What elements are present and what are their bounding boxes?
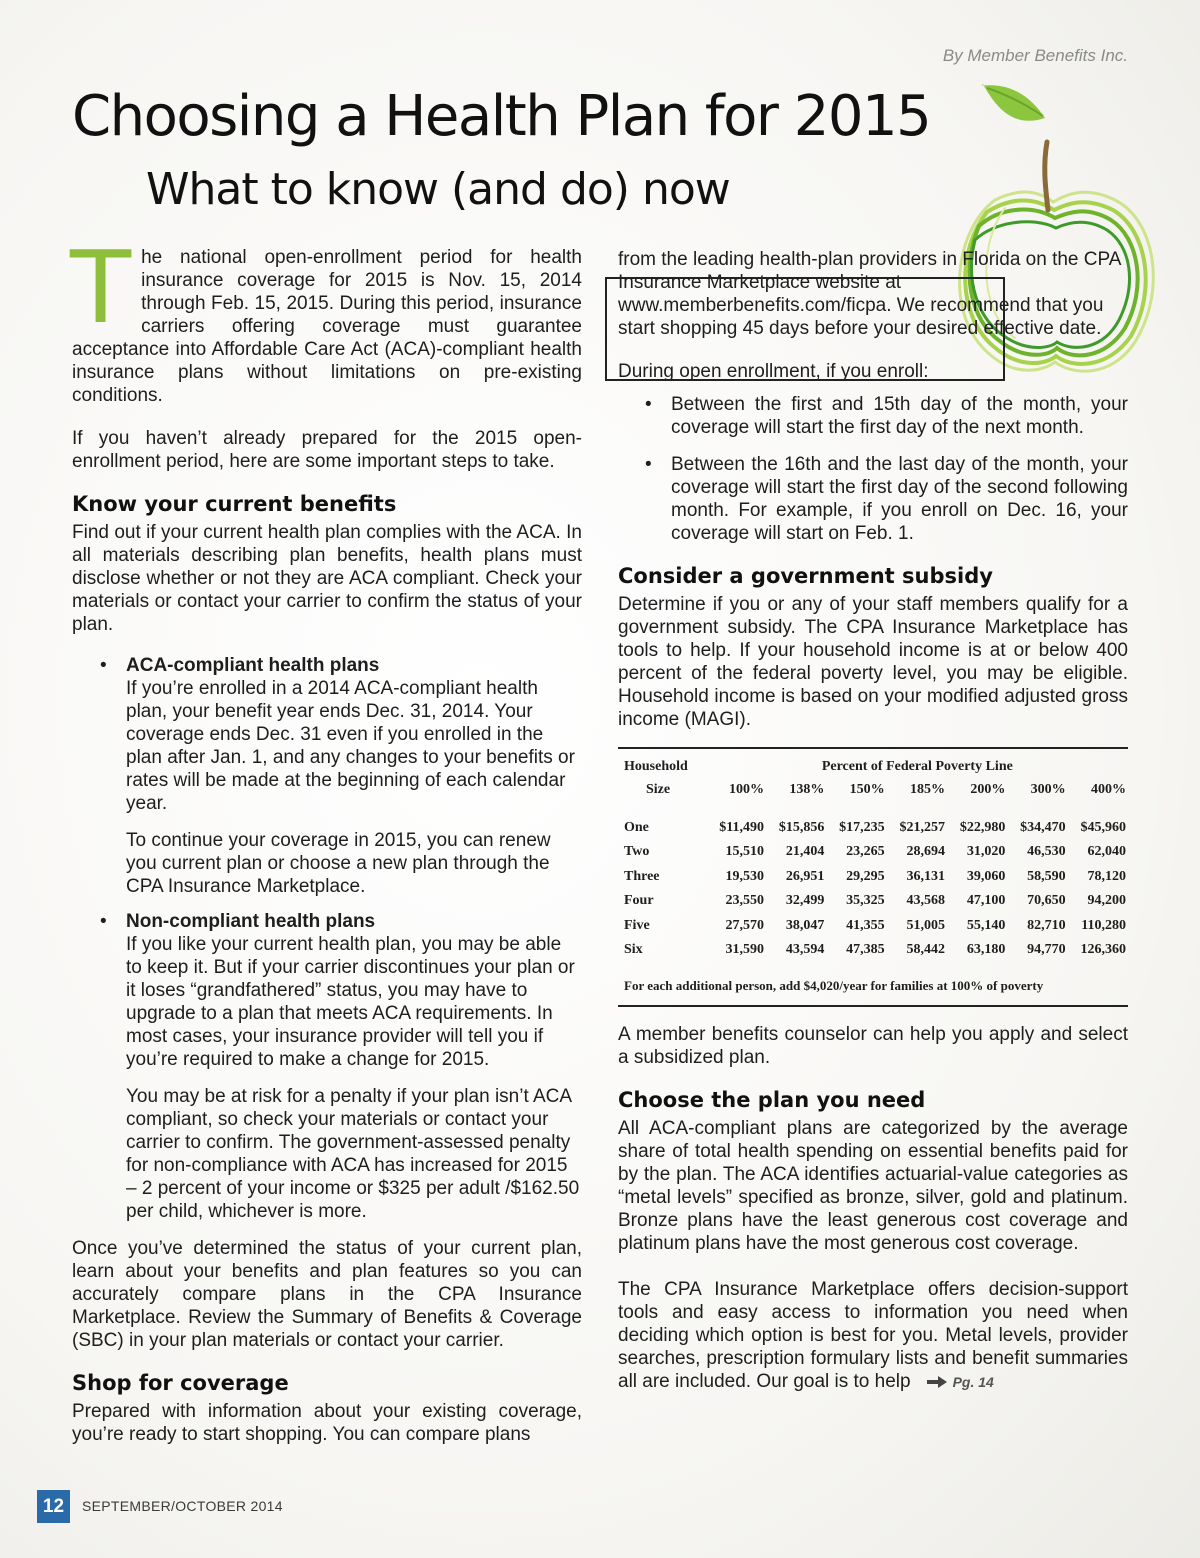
issue-date: SEPTEMBER/OCTOBER 2014	[82, 1498, 283, 1514]
byline: By Member Benefits Inc.	[942, 46, 1128, 65]
table-header-household: Household	[624, 759, 688, 774]
item-body: To continue your coverage in 2015, you can renew you current plan or choose a new plan through the CPA Insurance Marketplace.	[126, 830, 551, 897]
list-item	[72, 654, 582, 898]
arrow-right-icon	[927, 1376, 947, 1388]
table-cell: 38,047	[785, 917, 825, 933]
item-body: If you’re enrolled in a 2014 ACA-compliant health plan, your benefit year ends Dec. 31, 2014. Your coverage ends Dec. 31 even if you enrolled in the plan after Jan. 1, and any changes to your benefits or rates will be made at the beginning of each calendar year.	[126, 678, 575, 814]
table-row	[618, 913, 1128, 938]
table-header-percent: 138%	[789, 782, 825, 797]
heading-shop-coverage: Shop for coverage	[72, 1371, 289, 1395]
table-row	[618, 840, 1128, 865]
table-cell-size: Two	[624, 844, 650, 860]
list-item: • Between the first and 15th day of the month, your coverage will start the first day of the next month.	[618, 393, 1128, 439]
table-cell-size: Three	[624, 868, 660, 884]
table-header-size: Size	[646, 782, 671, 797]
table-cell: 31,590	[725, 942, 764, 958]
once-determined-text: Once you’ve determined the status of your current plan, learn about your benefits and plan features so you can accurately compare plans in the CPA Insurance Marketplace. Review the Summary of Benefits & Coverage (SBC) in your plan materials or contact your carrier.	[72, 1238, 582, 1351]
steps-intro: If you haven’t already prepared for the 2015 open-enrollment period, here are some important steps to take.	[72, 428, 582, 472]
table-cell: 31,020	[966, 844, 1006, 860]
table-cell: 94,770	[1027, 942, 1066, 958]
table-cell-size: Four	[624, 893, 654, 909]
item-body: If you like your current health plan, you may be able to keep it. But if your carrier discontinues your plan or it loses “grandfathered” status, you may have to upgrade to a plan that meets ACA requirements. In most cases, your insurance provider will tell you if you’re required to make a change for 2015.	[126, 934, 575, 1070]
table-cell: 51,005	[906, 917, 945, 933]
table-row	[618, 815, 1128, 840]
table-cell: $11,490	[719, 819, 764, 835]
item-title: • ACA-compliant health plans	[126, 655, 380, 676]
table-cell: 82,710	[1027, 917, 1066, 933]
table-cell: $21,257	[899, 819, 945, 835]
table-row	[618, 864, 1128, 889]
page-subtitle: What to know (and do) now	[146, 164, 730, 215]
table-header-percent: 150%	[849, 782, 885, 797]
tools-text-body: The CPA Insurance Marketplace offers decision-support tools and easy access to information you need when deciding which option is best for you. Metal levels, provider searches, prescription formulary lists and benefit summaries all are included. Our goal is to help	[618, 1279, 1128, 1392]
subsidy-text: Determine if you or any of your staff members qualify for a government subsidy. The CPA Insurance Marketplace has tools to help. If your household income is at or below 400 percent of the federal poverty level, you may be eligible. Household income is based on your modified adjusted gross income (MAGI).	[618, 594, 1128, 730]
tools-text	[618, 1278, 1128, 1394]
table-cell: 58,442	[906, 942, 945, 958]
table-cell: 29,295	[846, 868, 885, 884]
list-item: • Between the 16th and the last day of the month, your coverage will start the first day of the second following month. For example, if you enroll on Dec. 16, your coverage will start on Feb. 1.	[618, 453, 1128, 545]
counselor-text: A member benefits counselor can help you apply and select a subsidized plan.	[618, 1024, 1128, 1068]
know-benefits-text: Find out if your current health plan complies with the ACA. In all materials describing plan benefits, health plans must disclose whether or not they are ACA compliant. Check your materials or contact your carrier to confirm the status of your plan.	[72, 522, 582, 635]
table-cell: 23,550	[725, 893, 764, 909]
right-column	[618, 248, 1128, 1394]
poverty-table	[618, 747, 1128, 1007]
table-cell: 47,385	[846, 942, 885, 958]
page-number-badge: 12	[37, 1490, 70, 1523]
table-cell: 126,360	[1080, 942, 1126, 958]
shop-text: Prepared with information about your existing coverage, you’re ready to start shopping. You can compare plans	[72, 1401, 582, 1445]
table-cell: $17,235	[839, 819, 885, 835]
table-cell: $22,980	[959, 819, 1006, 835]
heading-know-benefits: Know your current benefits	[72, 492, 397, 516]
table-cell: 58,590	[1027, 868, 1066, 884]
table-header-percent: 100%	[729, 782, 764, 797]
left-column	[70, 229, 582, 1446]
table-cell: 32,499	[785, 893, 825, 909]
table-cell: 39,060	[966, 868, 1006, 884]
table-cell: 36,131	[906, 868, 945, 884]
table-cell: 63,180	[966, 942, 1006, 958]
table-cell: 23,265	[846, 844, 885, 860]
table-cell: 94,200	[1087, 893, 1126, 909]
table-header-percent: 200%	[970, 782, 1006, 797]
table-header-percent: 300%	[1030, 782, 1066, 797]
continue-page-ref[interactable]: Pg. 14	[952, 1374, 994, 1390]
table-cell: 35,325	[846, 893, 885, 909]
table-footnote: For each additional person, add $4,020/year for families at 100% of poverty	[624, 978, 1044, 993]
enroll-list	[618, 393, 1128, 545]
table-cell: 27,570	[725, 917, 764, 933]
table-header-percent: 185%	[909, 782, 945, 797]
table-cell: 62,040	[1087, 844, 1126, 860]
table-row	[618, 938, 1128, 963]
table-cell: 21,404	[785, 844, 825, 860]
table-cell: 70,650	[1027, 893, 1066, 909]
table-cell: 47,100	[966, 893, 1006, 909]
heading-choose-plan: Choose the plan you need	[618, 1088, 926, 1112]
table-cell: 55,140	[966, 917, 1006, 933]
table-cell-size: Six	[624, 942, 643, 958]
item-title: • Non-compliant health plans	[126, 911, 376, 932]
table-cell: 19,530	[725, 868, 764, 884]
item-body: You may be at risk for a penalty if your plan isn’t ACA compliant, so check your materials or contact your carrier to confirm. The government-assessed penalty for non-compliance with ACA has increased for 2015 – 2 percent of your income or $325 per adult /$162.50 per child, whichever is more.	[126, 1086, 580, 1222]
table-cell: 15,510	[725, 844, 764, 860]
table-cell: 28,694	[906, 844, 945, 860]
table-cell-size: One	[624, 819, 649, 835]
page-title: Choosing a Health Plan for 2015	[72, 84, 931, 149]
table-cell: 43,594	[785, 942, 825, 958]
continued-text: from the leading health-plan providers in Florida on the CPA Insurance Marketplace website at www.memberbenefits.com/ficpa. We recommend that you start shopping 45 days before your desired effective date.	[618, 249, 1121, 339]
table-cell: $45,960	[1080, 819, 1126, 835]
heading-subsidy: Consider a government subsidy	[618, 564, 993, 588]
table-header-group: Percent of Federal Poverty Line	[821, 759, 1013, 774]
choose-plan-text: All ACA-compliant plans are categorized by the average share of total health spending on essential benefits paid for by the plan. The ACA identifies actuarial-value categories as “metal levels” specified as bronze, silver, gold and platinum. Bronze plans have the least generous cost coverage and platinum plans have the most generous cost coverage.	[618, 1118, 1128, 1254]
table-cell: 110,280	[1081, 917, 1126, 933]
list-item	[72, 910, 582, 1223]
intro-text: he national open-enrollment period for health insurance coverage for 2015 is Nov. 15, 2014 through Feb. 15, 2015. During this period, insurance carriers offering coverage must guarantee acceptance into Affordable Care Act (ACA)-compliant health insurance plans without limitations on pre-existing conditions.	[72, 247, 582, 406]
drop-cap: T	[70, 229, 132, 346]
table-cell: 43,568	[906, 893, 945, 909]
enroll-intro: During open enrollment, if you enroll:	[618, 361, 929, 382]
plan-type-list	[72, 654, 582, 1223]
table-cell: 46,530	[1027, 844, 1066, 860]
table-cell: 41,355	[846, 917, 885, 933]
leaf-icon	[982, 84, 1045, 121]
table-cell-size: Five	[624, 917, 650, 933]
table-row	[618, 889, 1128, 914]
table-cell: 78,120	[1087, 868, 1126, 884]
table-header-percent: 400%	[1091, 782, 1126, 797]
table-cell: $34,470	[1020, 819, 1066, 835]
table-cell: 26,951	[785, 868, 825, 884]
intro-paragraph	[70, 229, 582, 407]
table-cell: $15,856	[778, 819, 825, 835]
